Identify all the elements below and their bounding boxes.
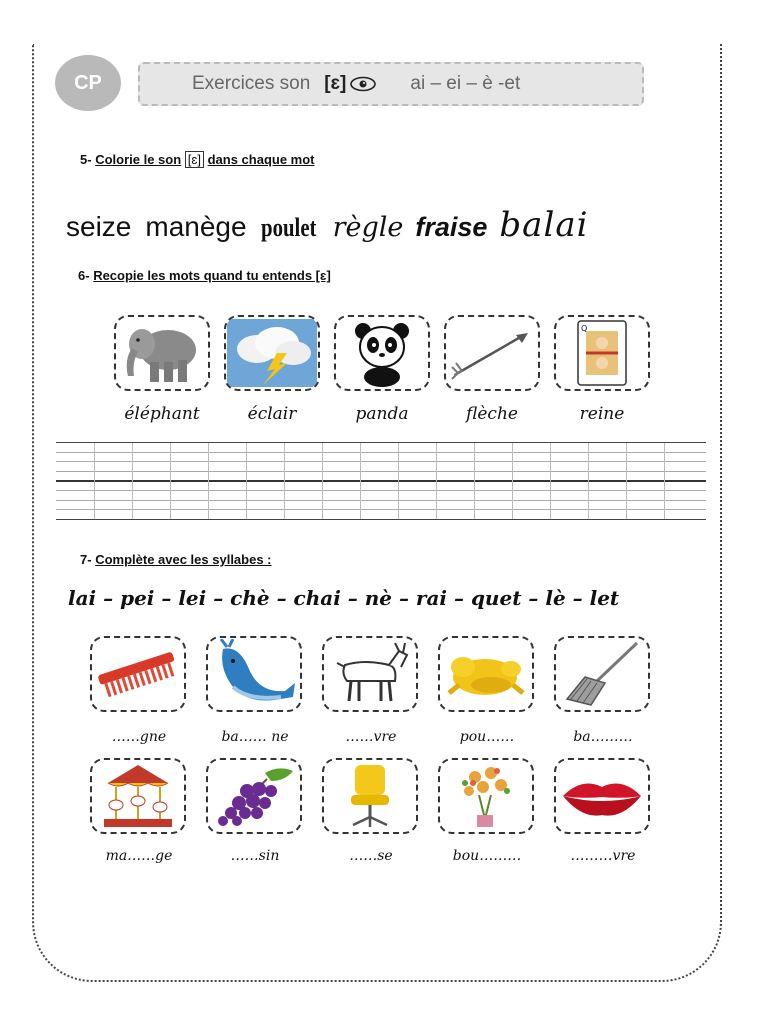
word-6[interactable]: balai: [499, 205, 589, 245]
chicken-icon: [441, 641, 531, 707]
card-bouquet: [438, 758, 534, 834]
card-grapes: [206, 758, 302, 834]
level-badge: CP: [55, 55, 121, 111]
chair-icon: [335, 761, 405, 831]
title-sound: [ɛ]: [324, 73, 347, 94]
word-5[interactable]: fraise: [415, 212, 488, 242]
label-1: éléphant: [124, 404, 200, 424]
ex6-number: 6-: [78, 268, 90, 283]
storm-cloud-icon: [227, 319, 317, 387]
broom-icon: [557, 639, 647, 709]
lips-icon: [557, 771, 647, 821]
word-4[interactable]: règle: [332, 212, 404, 243]
label-4: flèche: [466, 404, 518, 424]
ex5-title: Colorie le son: [95, 152, 182, 167]
arrow-icon: [448, 323, 536, 383]
fill-4[interactable]: pou……: [459, 729, 515, 745]
ex5-words: [66, 205, 588, 255]
word-1[interactable]: seize: [66, 211, 132, 242]
label-3: panda: [355, 404, 409, 424]
fill-9[interactable]: bou………: [452, 848, 522, 864]
card-carousel: [90, 758, 186, 834]
title-bar: [138, 62, 644, 106]
fill-5[interactable]: ba………: [573, 729, 633, 745]
carousel-icon: [98, 761, 178, 831]
grapes-icon: [209, 763, 299, 829]
word-3[interactable]: poulet: [260, 213, 317, 242]
card-lips: [554, 758, 650, 834]
ex7-heading: [80, 552, 272, 567]
eye-icon: [350, 76, 376, 92]
elephant-icon: [120, 320, 204, 386]
ex7-title: Complète avec les syllabes :: [95, 552, 272, 567]
ex6-heading: [78, 268, 331, 283]
card-goat: [322, 636, 418, 712]
ex5-heading: [80, 152, 315, 167]
fill-6[interactable]: ma……ge: [105, 848, 173, 864]
ex6-title: Recopie les mots quand tu entends [ɛ]: [93, 268, 331, 283]
word-2[interactable]: manège: [145, 211, 247, 242]
card-panda: [334, 315, 430, 391]
fill-1[interactable]: ……gne: [111, 729, 167, 745]
comb-icon: [93, 641, 183, 707]
ex5-title-end: dans chaque mot: [207, 152, 315, 167]
title-right: ai – ei – è -et: [410, 73, 521, 94]
card-comb: [90, 636, 186, 712]
ex5-sound: [ɛ]: [185, 151, 204, 168]
whale-icon: [209, 639, 299, 709]
bouquet-icon: [451, 761, 521, 831]
card-fleche: [444, 315, 540, 391]
writing-lines[interactable]: [56, 442, 706, 520]
card-broom: [554, 636, 650, 712]
goat-icon: [325, 641, 415, 707]
label-2: éclair: [247, 404, 297, 424]
card-reine: [554, 315, 650, 391]
queen-card-icon: [572, 319, 632, 387]
fill-8[interactable]: ……se: [349, 848, 393, 864]
card-elephant: [114, 315, 210, 391]
card-eclair: [224, 315, 320, 391]
fill-7[interactable]: ……sin: [230, 848, 280, 864]
panda-icon: [347, 319, 417, 387]
card-chair: [322, 758, 418, 834]
fill-2[interactable]: ba…… ne: [221, 729, 289, 745]
card-chicken: [438, 636, 534, 712]
fill-10[interactable]: ………vre: [570, 848, 636, 864]
svg-text:Q: Q: [581, 324, 588, 333]
syllable-list: lai – pei – lei – chè – chai – nè – rai – quet – lè – let: [68, 586, 620, 610]
ex7-number: 7-: [80, 552, 92, 567]
ex5-number: 5-: [80, 152, 92, 167]
title-left: Exercices son: [192, 73, 311, 94]
label-5: reine: [579, 404, 625, 424]
card-whale: [206, 636, 302, 712]
fill-3[interactable]: ……vre: [345, 729, 397, 745]
